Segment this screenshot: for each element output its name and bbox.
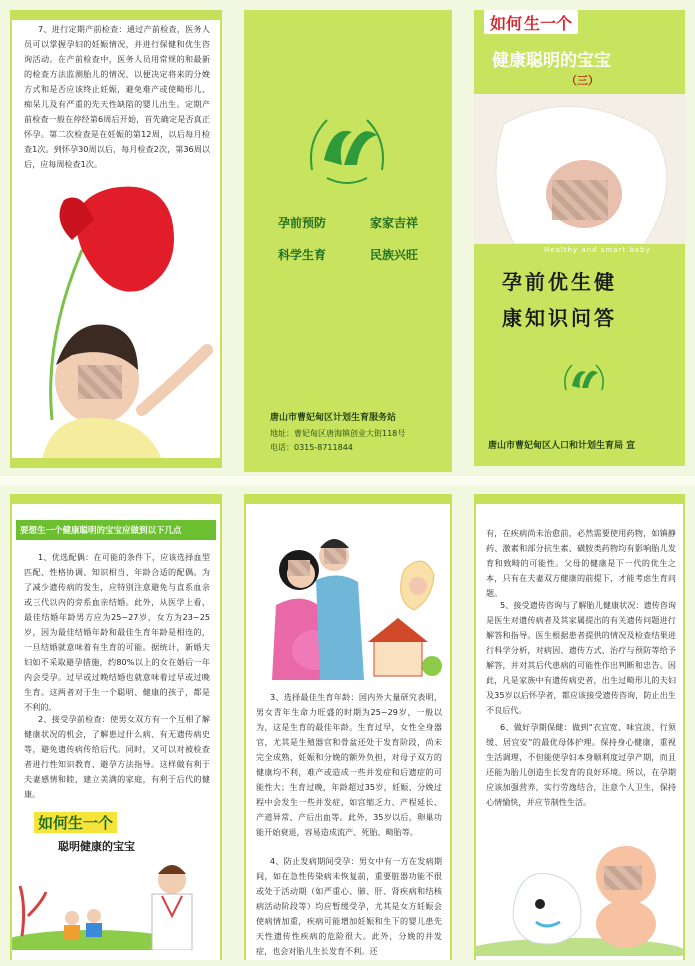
slogan-row-2 — [256, 246, 440, 263]
point-2-text: 2、接受孕前检查：使男女双方有一个互相了解健康状况的机会，了解患过什么病、有无遗传病史等，避免遗传病传给后代。同时，又可以对被检查者进行性知识教育、避孕方法指导。这样做有利于夫妻感情和睦，建立美满的家庭，有利于后代的健康。 — [24, 714, 210, 799]
address: 地址：曹妃甸区唐海镇创业大街118号 — [270, 429, 406, 438]
top-bar — [246, 494, 450, 504]
slogan-text: 科学生育 — [277, 248, 326, 262]
title-part: 如何 — [490, 13, 523, 33]
cover-title-line-2: 健康聪明的宝宝 — [492, 51, 611, 71]
organization-name: 唐山市曹妃甸区计划生育服务站 — [270, 413, 397, 423]
headline-line-2: 康知识问答 — [502, 306, 617, 330]
cartoon-title: 如何生一个 — [34, 812, 117, 833]
cover-volume: （三） — [566, 74, 599, 87]
point-1-text: 1、优选配偶：在可能的条件下，应该选择血型匹配、性格协调、知识相当、年龄合适的配偶。为了减少遗传病的发生，应特别注意避免与直系血亲或三代以内的旁系血亲结婚。此外，从医学上看，最佳结婚年龄男方应为25~27岁，女方为23~25岁，因为最佳结婚年龄和最佳生育年龄是相连的，一旦结婚就意味着有生育的可能。据统计，新婚夫妇如不采取避孕措施，约80%以上的女在婚后一年内会受孕。过早或过晚结婚也就意味着过早或过晚生育。这两者对于生一个聪明、健康的孩子，都是不利的。 — [24, 552, 210, 712]
paragraph-prenatal-check: 7、进行定期产前检查：通过产前检查，医务人员可以掌握孕妇的妊娠情况，并进行保健和优生咨询活动。在产前检查中，医务人员用常规的和最新的检查方法监测胎儿的情况，以便决定将来的分娩方式和是否应该终止妊娠，避免难产或使畸形儿、痴呆儿及有严重的先天性缺陷的婴儿出生。定期产前检查一般在停经第6周后开始，首先确定是否真正怀孕。第二次检查是在妊娠的第12周，以后每月检查1次。到怀孕30周以后，每月检查2次，第36周以后，应每周检查1次。 — [24, 24, 210, 169]
continued-text: 有，在疾病尚未治愈前，必然需要使用药物，如镇静药、激素和部分抗生素、磺胺类药物均有影响胎儿发育和致畸的可能性。父母的健康是下一代的优生之本，只有在夫妻双方健康的前提下，才能考虑生育问题。 — [486, 528, 676, 598]
top-bar — [12, 10, 220, 20]
issuer: 唐山市曹妃甸区人口和计划生育局 宣 — [488, 441, 636, 451]
cover-title-line-1 — [484, 10, 578, 34]
family-planning-logo-icon — [560, 360, 608, 400]
panel-points-1-2 — [10, 494, 222, 960]
face-blur — [288, 560, 310, 576]
couple-illustration — [254, 530, 444, 690]
slogan-text: 家家吉祥 — [369, 216, 418, 230]
slogan-text: 民族兴旺 — [369, 248, 418, 262]
panel-back-cover — [244, 10, 452, 472]
child-shirt — [42, 418, 162, 460]
title-part: 生一个 — [524, 13, 573, 33]
face-blur — [604, 866, 642, 890]
slogan-row-1 — [256, 214, 440, 231]
cartoon-subtitle: 聪明健康的宝宝 — [58, 840, 135, 853]
child-arm — [142, 350, 207, 410]
top-bar — [12, 494, 220, 504]
point-6-text: 6、做好孕期保健：做到“衣宜宽、味宜淡、行须缓、居宜安”的最优母体护理。保持身心健康，重视生活调理，不但能使孕妇本身顺利度过孕产期，而且还能为胎儿创造生长发育的良好环境。所以，在孕期应该加强营养，实行劳逸结合，注意个人卫生，保持心情愉快，并应节制性生活。 — [486, 722, 676, 807]
face-blur — [324, 548, 346, 564]
doctor-and-children-illustration — [12, 856, 220, 950]
slogan-text: 孕前预防 — [277, 216, 326, 230]
panel-points-5-6 — [474, 494, 685, 960]
panel-prenatal-check — [10, 10, 222, 468]
point-3-text: 3、选择最佳生育年龄：国内外大量研究表明，男女青年生命力旺盛的时期为25~29岁，一般以为，这是生育的最佳年龄。生育过早，女性全身器官，尤其是生殖器官和骨盆还处于发育阶段，尚未完全成熟，妊娠和分娩的额外负担，对母子双方的健康均不利，难产或造成一些并发症和后遗症的可能性大；生育过晚，年龄超过35岁，妊娠、分娩过程中会发生一些并发症，如宫缩乏力、产程延长、产道异常、产后出血等。此外，35岁以后，卵巢功能开始衰退，容易造成流产、死胎、畸胎等。 — [256, 692, 442, 837]
panel-points-3-4 — [244, 494, 452, 960]
headline-line-1: 孕前优生健 — [502, 270, 617, 294]
face-blur — [78, 365, 122, 399]
flower-and-child-illustration — [12, 180, 220, 460]
section-banner: 要想生一个健康聪明的宝宝应做到以下几点 — [16, 520, 216, 540]
point-4-text: 4、防止发病期间受孕：男女中有一方在发病期间，如在急性传染病未恢复前，重要脏器功能不很或处于活动期（如严重心、肺、肝、肾疾病和结核病活动阶段等）均应暂缓受孕，尤其是女方妊娠会使病情加重，疾病可能增加妊娠和生下的婴儿患先天性遗传性疾病的危险很大。此外，分娩的并发症，也会对胎儿生长发育不利。还 — [256, 856, 442, 956]
bottom-bar — [12, 458, 220, 468]
red-petal — [76, 187, 174, 292]
face-blur — [552, 180, 608, 220]
panel-front-cover — [474, 10, 685, 466]
phone: 电话：0315-8711844 — [270, 443, 353, 452]
sheet-divider — [0, 476, 695, 486]
baby-photo — [474, 94, 685, 244]
top-bar — [476, 494, 683, 504]
baby-and-pet-illustration — [476, 826, 683, 956]
photo-caption: Healthy and smart baby — [544, 246, 651, 254]
family-planning-logo-icon — [302, 110, 392, 190]
point-5-text: 5、接受遗传咨询与了解胎儿健康状况：遗传咨询是医生对遗传病者及其家属提出的有关遗传问题进行解答和指导。医生根据患者提供的情况及检查结果进行科学分析，对病因、遗传方式、治疗与预防等给予解答，并对其后代患病的可能性作出判断和忠告。因此，凡是家族中有遗传病史者，出生过畸形儿的夫妇及35岁以后怀孕者，都应该接受遗传咨询，防止出生不良后代。 — [486, 600, 676, 715]
